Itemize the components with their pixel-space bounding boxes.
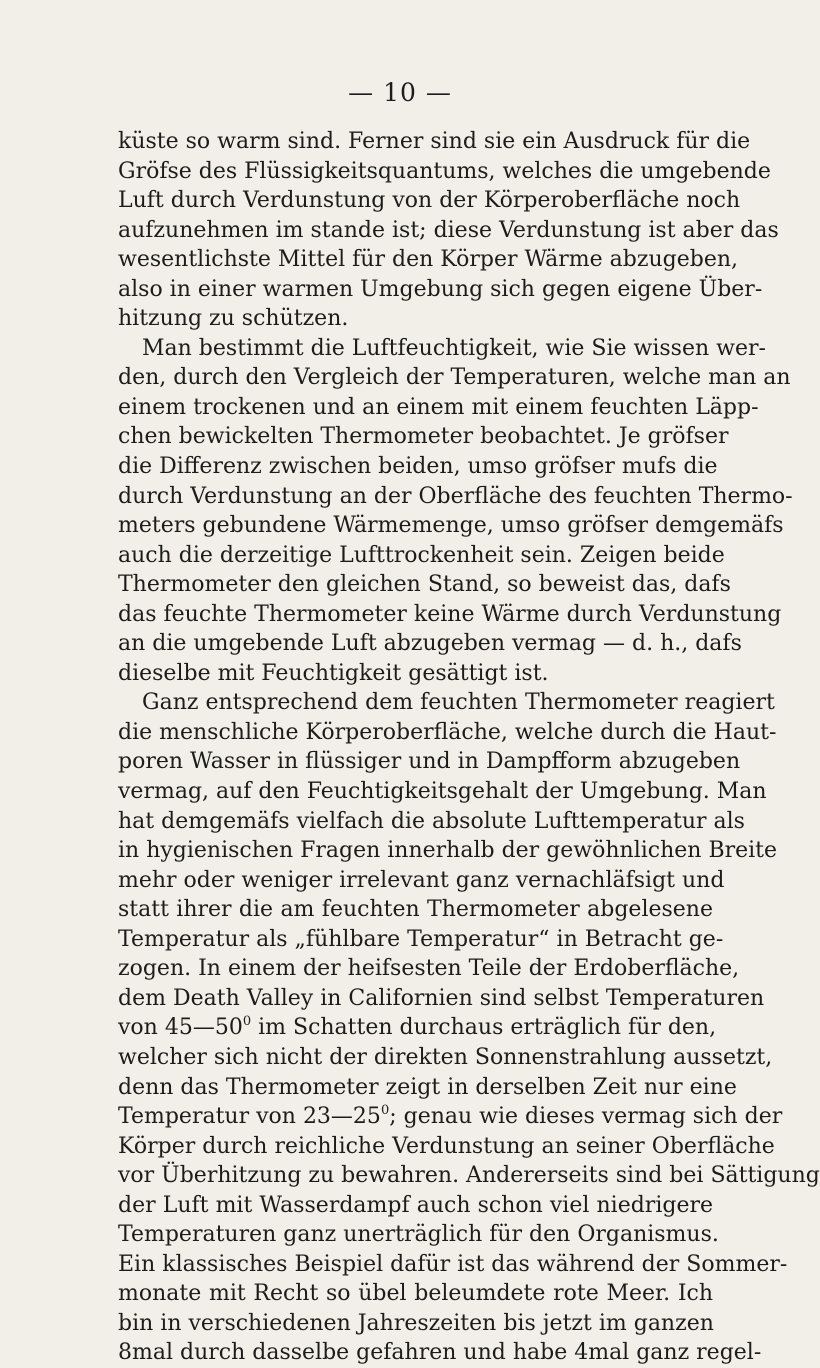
page-number: — 10 — — [348, 78, 452, 107]
text-line: das feuchte Thermometer keine Wärme durch Verdunstung — [118, 601, 782, 627]
text-line: auch die derzeitige Lufttrockenheit sein. Zeigen beide — [118, 542, 725, 568]
text-line: einem trockenen und an einem mit einem feuchten Läpp- — [118, 394, 759, 420]
text-line: wesentlichste Mittel für den Körper Wärme abzugeben, — [118, 247, 739, 273]
text-line: Temperatur als „fühlbare Temperatur“ in Betracht ge- — [118, 926, 724, 952]
text-line: denn das Thermometer zeigt in derselben Zeit nur eine — [118, 1074, 737, 1100]
text-line — [118, 1013, 717, 1043]
text-line: Körper durch reichliche Verdunstung an seiner Oberfläche — [118, 1133, 775, 1159]
text-line: Man bestimmt die Luftfeuchtigkeit, wie Sie wissen wer- — [142, 335, 766, 361]
text-segment: im Schatten durchaus erträglich für den, — [251, 1015, 717, 1041]
text-line: Ganz entsprechend dem feuchten Thermometer reagiert — [142, 690, 775, 716]
text-line: den, durch den Vergleich der Temperaturen, welche man an — [118, 365, 791, 391]
text-line: monate mit Recht so übel beleumdete rote Meer. Ich — [118, 1281, 713, 1307]
text-line: 8mal durch dasselbe gefahren und habe 4mal ganz regel- — [118, 1340, 762, 1366]
text-line: poren Wasser in flüssiger und in Dampfform abzugeben — [118, 749, 741, 775]
text-line: vor Überhitzung zu bewahren. Andererseits sind bei Sättigung — [118, 1163, 820, 1189]
text-line: Temperaturen ganz unerträglich für den Organismus. — [118, 1222, 719, 1248]
text-line: dem Death Valley in Californien sind selbst Temperaturen — [118, 985, 765, 1011]
text-line: Gröfse des Flüssigkeitsquantums, welches die umgebende — [118, 158, 771, 184]
text-line: der Luft mit Wasserdampf auch schon viel niedrigere — [118, 1192, 713, 1218]
text-line: mehr oder weniger irrelevant ganz vernachläfsigt und — [118, 867, 725, 893]
text-line: chen bewickelten Thermometer beobachtet. Je gröfser — [118, 424, 729, 450]
text-line: also in einer warmen Umgebung sich gegen eigene Über- — [118, 276, 763, 302]
text-line: Luft durch Verdunstung von der Körperoberfläche noch — [118, 188, 741, 214]
text-segment: von 45—50 — [118, 1015, 243, 1041]
text-line: die menschliche Körperoberfläche, welche durch die Haut- — [118, 719, 777, 745]
text-line: meters gebundene Wärmemenge, umso gröfser demgemäfs — [118, 513, 784, 539]
text-line: die Differenz zwischen beiden, umso gröfser mufs die — [118, 454, 718, 480]
text-line: aufzunehmen im stande ist; diese Verdunstung ist aber das — [118, 217, 779, 243]
text-line: bin in verschiedenen Jahreszeiten bis jetzt im ganzen — [118, 1310, 714, 1336]
text-line: küste so warm sind. Ferner sind sie ein Ausdruck für die — [118, 129, 751, 154]
degree-superscript: 0 — [380, 1103, 390, 1119]
text-line: an die umgebende Luft abzugeben vermag — d. h., dafs — [118, 631, 742, 657]
text-segment: ; genau wie dieses vermag sich der — [389, 1104, 783, 1130]
text-line: Thermometer den gleichen Stand, so beweist das, dafs — [118, 572, 731, 598]
text-segment: Temperatur von 23—25 — [118, 1104, 381, 1130]
body-text — [118, 127, 820, 1368]
text-line: Ein klassisches Beispiel dafür ist das während der Sommer- — [118, 1251, 788, 1277]
text-line: statt ihrer die am feuchten Thermometer abgelesene — [118, 897, 713, 923]
text-line: durch Verdunstung an der Oberfläche des feuchten Thermo- — [118, 483, 793, 509]
text-line: vermag, auf den Feuchtigkeitsgehalt der Umgebung. Man — [118, 779, 767, 805]
text-line: hitzung zu schützen. — [118, 306, 349, 332]
text-line: zogen. In einem der heifsesten Teile der Erdoberfläche, — [118, 956, 740, 982]
text-line: dieselbe mit Feuchtigkeit gesättigt ist. — [118, 660, 549, 686]
degree-superscript: 0 — [242, 1014, 252, 1030]
text-line: in hygienischen Fragen innerhalb der gewöhnlichen Breite — [118, 838, 778, 864]
text-line — [118, 1102, 783, 1132]
text-line: hat demgemäfs vielfach die absolute Lufttemperatur als — [118, 808, 745, 834]
text-line: welcher sich nicht der direkten Sonnenstrahlung aussetzt, — [118, 1044, 773, 1070]
